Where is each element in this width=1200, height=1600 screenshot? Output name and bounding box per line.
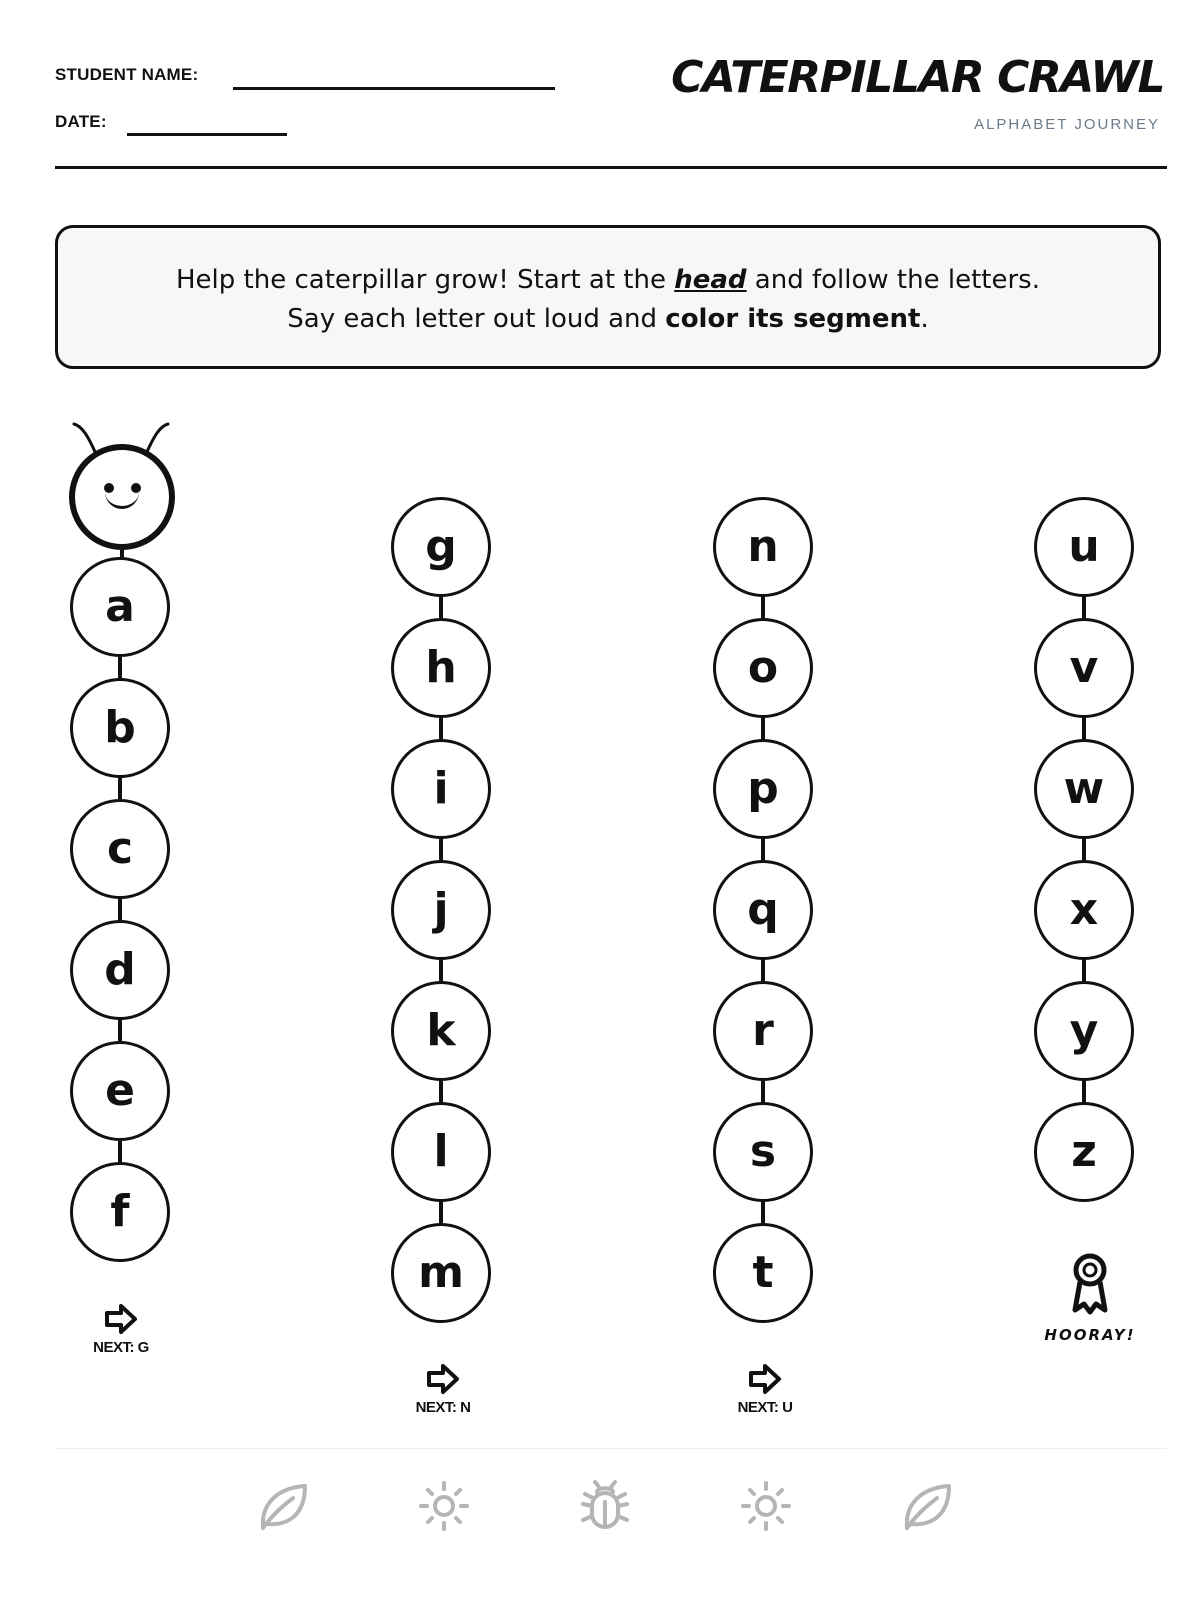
leaf-icon <box>255 1478 311 1534</box>
letter-segment-t[interactable]: t <box>713 1223 813 1323</box>
letter-segment-n[interactable]: n <box>713 497 813 597</box>
letter-segment-k[interactable]: k <box>391 981 491 1081</box>
sun-icon <box>416 1478 472 1534</box>
page-subtitle: ALPHABET JOURNEY <box>974 116 1160 133</box>
letter-segment-g[interactable]: g <box>391 497 491 597</box>
next-label: NEXT: G <box>93 1339 149 1356</box>
date-field[interactable] <box>127 133 287 136</box>
mouth <box>105 490 139 509</box>
bug-icon <box>577 1478 633 1534</box>
hooray-label: HOORAY! <box>1044 1326 1136 1344</box>
letter-segment-z[interactable]: z <box>1034 1102 1134 1202</box>
caterpillar-face-icon <box>69 444 175 550</box>
instructions-bold-phrase: color its segment <box>665 304 921 334</box>
letter-segment-d[interactable]: d <box>70 920 170 1020</box>
letter-segment-p[interactable]: p <box>713 739 813 839</box>
date-label: DATE: <box>55 112 107 131</box>
instructions-line-2 <box>58 300 1158 339</box>
next-label: NEXT: N <box>415 1399 471 1416</box>
leaf-icon <box>899 1478 955 1534</box>
ribbon-award-icon <box>1071 1252 1109 1316</box>
instructions-text: . <box>920 304 929 334</box>
footer-divider <box>55 1448 1167 1449</box>
instructions-line-1 <box>58 261 1158 300</box>
instructions-box <box>55 225 1161 369</box>
instructions-text: and follow the letters. <box>746 265 1040 295</box>
letter-segment-i[interactable]: i <box>391 739 491 839</box>
letter-segment-r[interactable]: r <box>713 981 813 1081</box>
letter-segment-a[interactable]: a <box>70 557 170 657</box>
student-name-label: STUDENT NAME: <box>55 65 199 84</box>
letter-segment-q[interactable]: q <box>713 860 813 960</box>
arrow-right-icon <box>745 1362 785 1396</box>
instructions-text: Say each letter out loud and <box>287 304 666 334</box>
letter-segment-e[interactable]: e <box>70 1041 170 1141</box>
letter-segment-x[interactable]: x <box>1034 860 1134 960</box>
letter-segment-m[interactable]: m <box>391 1223 491 1323</box>
instructions-head-word: head <box>674 265 747 295</box>
letter-segment-v[interactable]: v <box>1034 618 1134 718</box>
letter-segment-y[interactable]: y <box>1034 981 1134 1081</box>
letter-segment-j[interactable]: j <box>391 860 491 960</box>
page-title: CATERPILLAR CRAWL <box>671 52 1164 103</box>
letter-segment-u[interactable]: u <box>1034 497 1134 597</box>
arrow-right-icon <box>101 1302 141 1336</box>
letter-segment-s[interactable]: s <box>713 1102 813 1202</box>
header-divider <box>55 166 1167 169</box>
letter-segment-b[interactable]: b <box>70 678 170 778</box>
letter-segment-w[interactable]: w <box>1034 739 1134 839</box>
letter-segment-l[interactable]: l <box>391 1102 491 1202</box>
letter-segment-h[interactable]: h <box>391 618 491 718</box>
letter-segment-f[interactable]: f <box>70 1162 170 1262</box>
letter-segment-o[interactable]: o <box>713 618 813 718</box>
letter-segment-c[interactable]: c <box>70 799 170 899</box>
next-label: NEXT: U <box>737 1399 793 1416</box>
sun-icon <box>738 1478 794 1534</box>
arrow-right-icon <box>423 1362 463 1396</box>
instructions-text: Help the caterpillar grow! Start at the <box>176 265 675 295</box>
student-name-field[interactable] <box>233 87 555 90</box>
